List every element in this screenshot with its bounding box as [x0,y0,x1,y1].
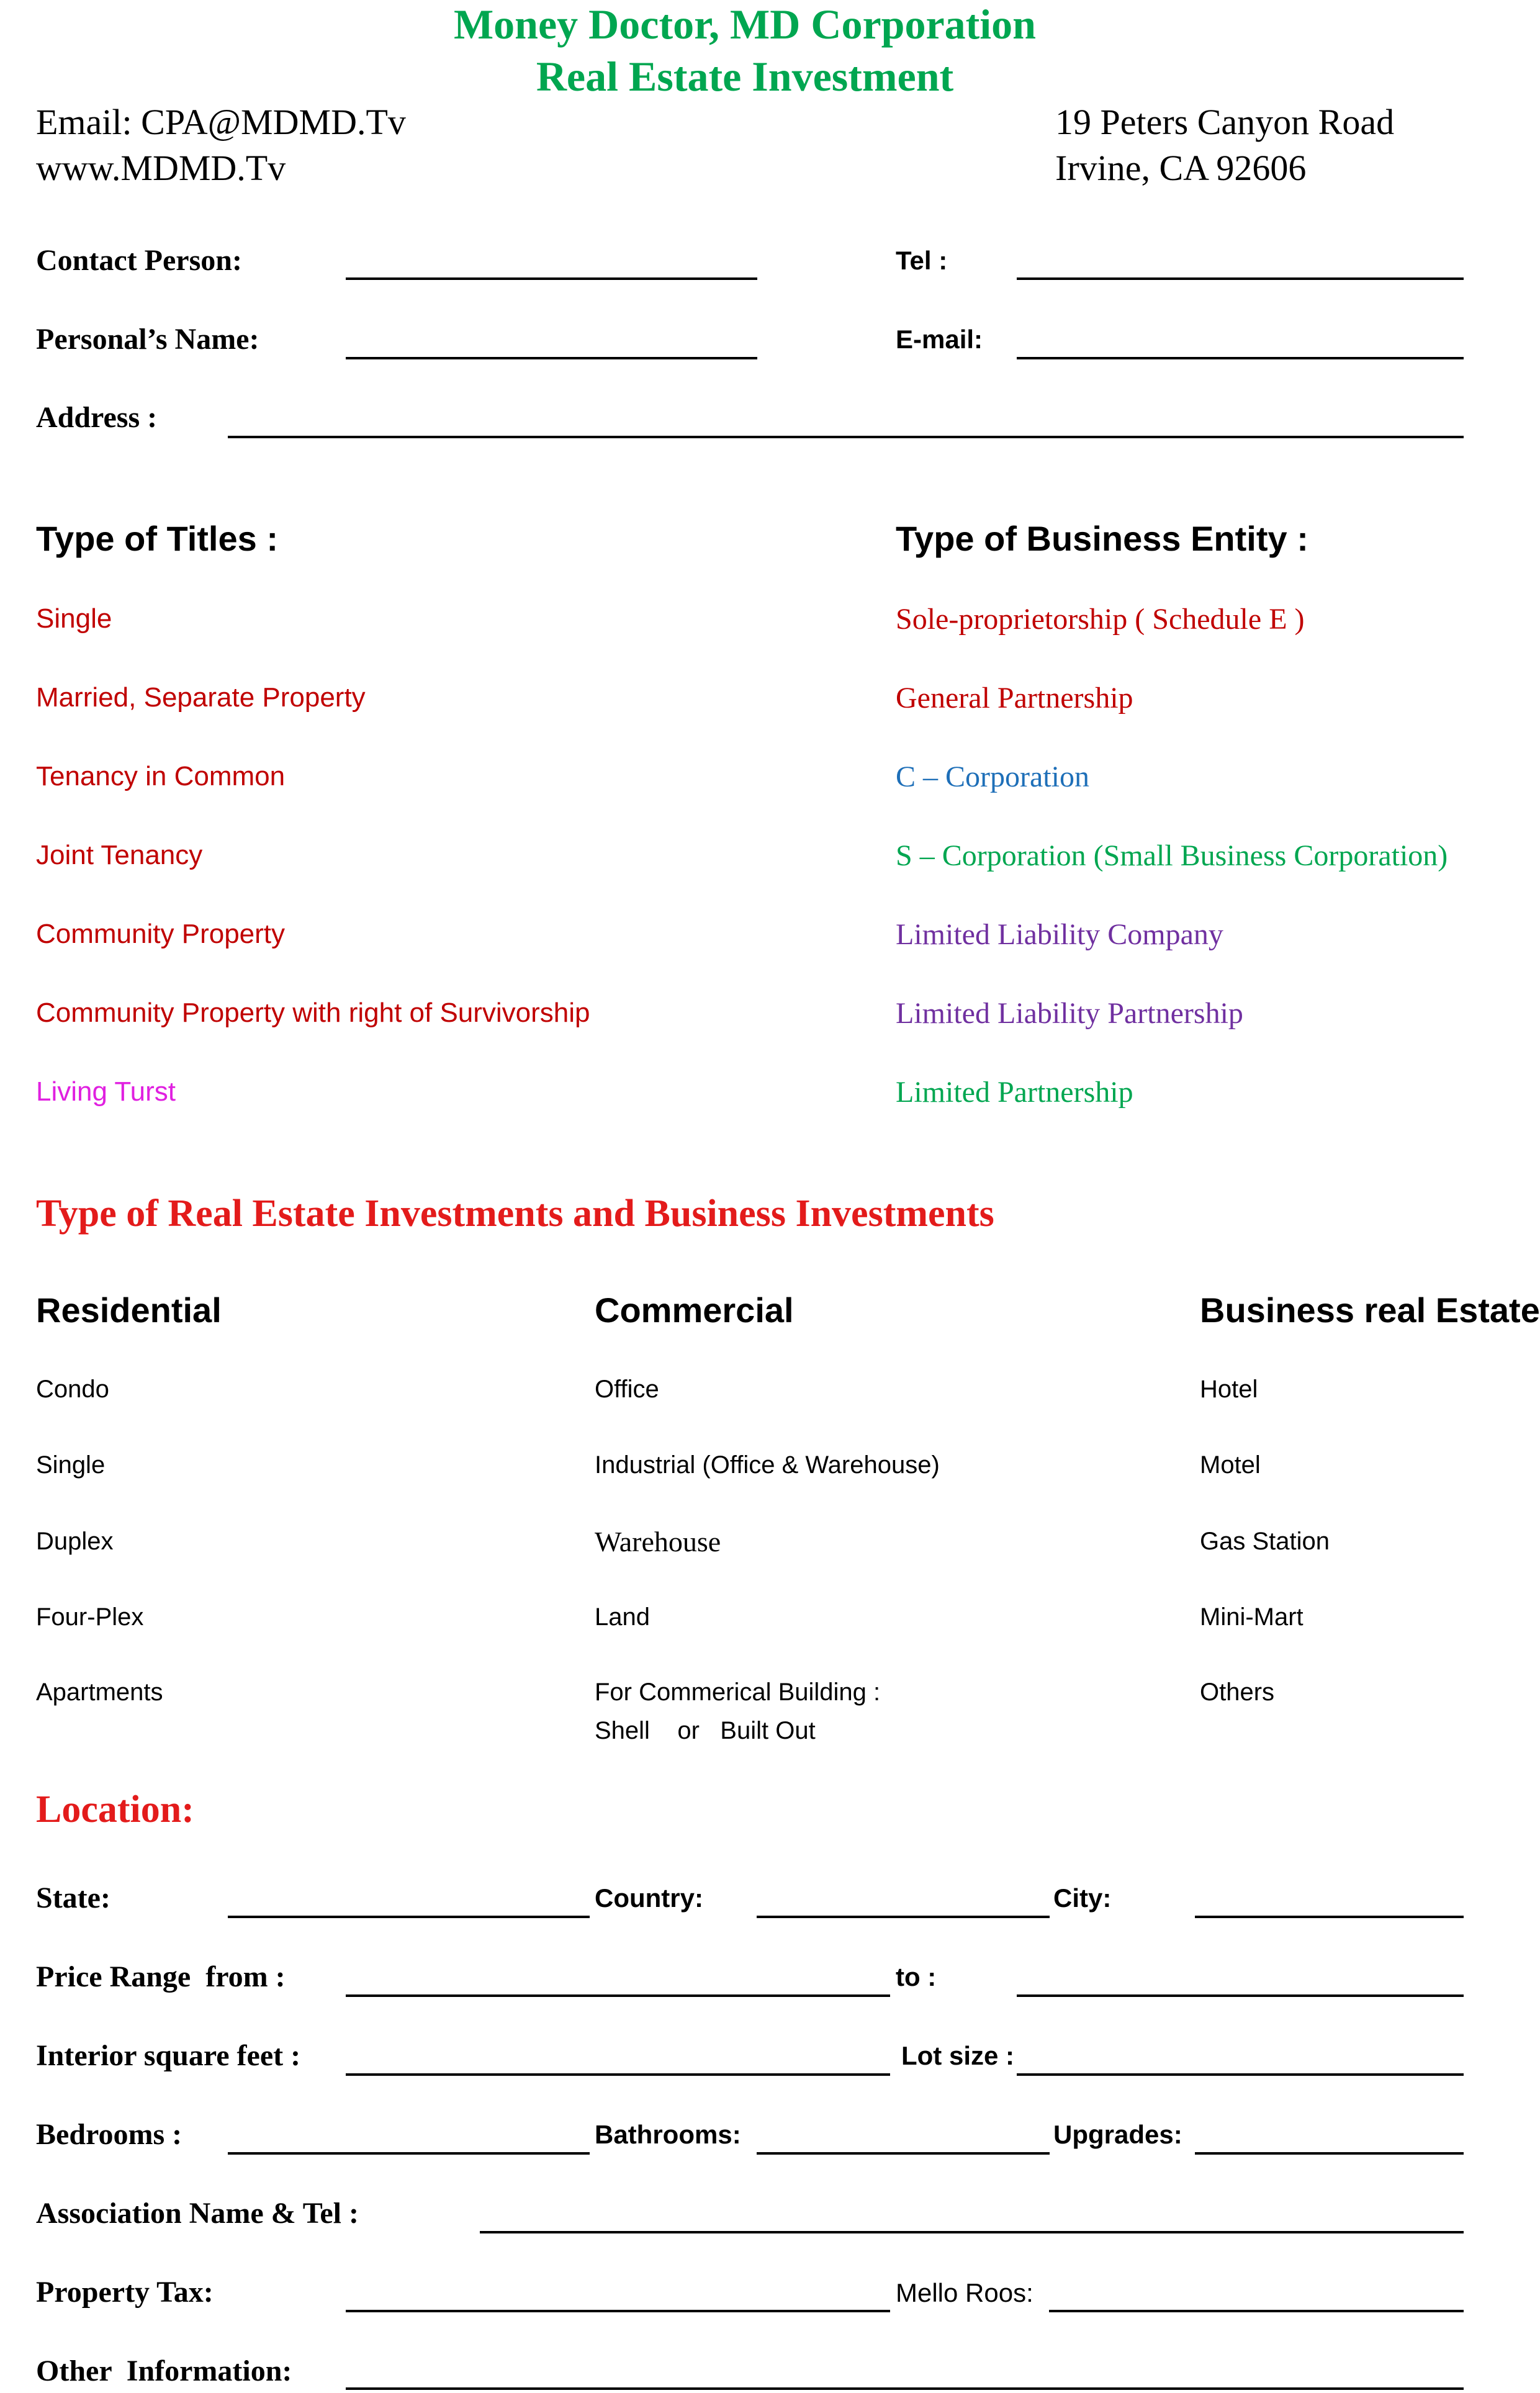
mello-roos-label: Mello Roos: [896,2278,1033,2307]
entity-option-llc[interactable]: Limited Liability Company [896,918,1223,951]
title-option-joint-tenancy[interactable]: Joint Tenancy [36,840,203,870]
commercial-item-industrial[interactable]: Industrial (Office & Warehouse) [595,1451,940,1479]
city-field[interactable] [1195,1916,1464,1918]
document-subtitle: Real Estate Investment [536,53,954,100]
association-label: Association Name & Tel : [36,2197,359,2230]
email-field[interactable] [1017,357,1464,359]
entity-option-s-corporation[interactable]: S – Corporation (Small Business Corporation) [896,839,1448,872]
residential-item-condo[interactable]: Condo [36,1376,109,1403]
contact-person-field[interactable] [346,277,757,280]
state-field[interactable] [228,1916,590,1918]
business-heading: Business real Estate [1200,1291,1540,1330]
commercial-item-office[interactable]: Office [595,1376,659,1403]
price-from-label: Price Range from : [36,1960,286,1993]
titles-heading: Type of Titles : [36,519,278,558]
investments-title: Type of Real Estate Investments and Business Investments [36,1192,994,1235]
bedrooms-field[interactable] [228,2152,590,2155]
address-line-1: 19 Peters Canyon Road [1055,102,1395,142]
title-option-single[interactable]: Single [36,603,112,634]
business-item-mini-mart[interactable]: Mini-Mart [1200,1603,1304,1631]
address-label: Address : [36,401,158,434]
commercial-item-building[interactable]: For Commerical Building : [595,1679,881,1706]
country-label: Country: [595,1883,703,1913]
price-from-field[interactable] [346,1994,890,1997]
entities-heading: Type of Business Entity : [896,519,1308,558]
personal-name-label: Personal’s Name: [36,323,259,356]
business-item-gas-station[interactable]: Gas Station [1200,1528,1330,1555]
property-tax-label: Property Tax: [36,2276,214,2309]
title-option-community-property[interactable]: Community Property [36,919,286,949]
bathrooms-field[interactable] [757,2152,1050,2155]
personal-name-field[interactable] [346,357,757,359]
title-option-community-survivorship[interactable]: Community Property with right of Survivorship [36,998,590,1028]
entity-option-general-partnership[interactable]: General Partnership [896,682,1133,714]
email-text[interactable]: Email: CPA@MDMD.Tv [36,102,406,142]
entity-option-c-corporation[interactable]: C – Corporation [896,760,1089,793]
price-to-label: to : [896,1962,937,1991]
price-to-field[interactable] [1017,1994,1464,1997]
residential-item-single[interactable]: Single [36,1451,106,1479]
contact-person-label: Contact Person: [36,244,242,277]
city-label: City: [1053,1883,1112,1913]
bedrooms-label: Bedrooms : [36,2118,182,2151]
business-item-hotel[interactable]: Hotel [1200,1376,1258,1403]
business-item-others[interactable]: Others [1200,1679,1275,1706]
upgrades-field[interactable] [1195,2152,1464,2155]
tel-field[interactable] [1017,277,1464,280]
location-title: Location: [36,1788,194,1831]
interior-sqft-label: Interior square feet : [36,2039,301,2072]
title-option-married-separate[interactable]: Married, Separate Property [36,682,366,713]
tel-label: Tel : [896,246,948,275]
upgrades-label: Upgrades: [1053,2120,1182,2149]
title-option-living-trust[interactable]: Living Turst [36,1076,176,1107]
country-field[interactable] [757,1916,1050,1918]
other-info-label: Other Information: [36,2355,292,2387]
lot-size-field[interactable] [1017,2073,1464,2076]
other-info-field[interactable] [346,2387,1464,2390]
business-item-motel[interactable]: Motel [1200,1451,1261,1479]
email-label: E-mail: [896,325,983,354]
company-name: Money Doctor, MD Corporation [454,1,1036,48]
lot-size-label: Lot size : [901,2041,1015,2070]
commercial-item-warehouse[interactable]: Warehouse [595,1526,721,1557]
residential-item-apartments[interactable]: Apartments [36,1679,163,1706]
title-option-tenancy-in-common[interactable]: Tenancy in Common [36,761,286,791]
interior-sqft-field[interactable] [346,2073,890,2076]
address-line-2: Irvine, CA 92606 [1055,148,1307,188]
property-tax-field[interactable] [346,2310,890,2312]
association-field[interactable] [480,2231,1464,2233]
commercial-building-options[interactable]: Shell or Built Out [595,1717,816,1744]
residential-heading: Residential [36,1291,222,1330]
residential-item-duplex[interactable]: Duplex [36,1528,114,1555]
state-label: State: [36,1882,110,1914]
address-field[interactable] [228,436,1464,438]
residential-item-fourplex[interactable]: Four-Plex [36,1603,144,1631]
bathrooms-label: Bathrooms: [595,2120,741,2149]
entity-option-sole-proprietorship[interactable]: Sole-proprietorship ( Schedule E ) [896,603,1305,636]
commercial-heading: Commercial [595,1291,794,1330]
commercial-item-land[interactable]: Land [595,1603,650,1631]
entity-option-llp[interactable]: Limited Liability Partnership [896,997,1243,1030]
website-link[interactable]: www.MDMD.Tv [36,148,286,188]
mello-roos-field[interactable] [1049,2310,1464,2312]
entity-option-limited-partnership[interactable]: Limited Partnership [896,1076,1133,1109]
